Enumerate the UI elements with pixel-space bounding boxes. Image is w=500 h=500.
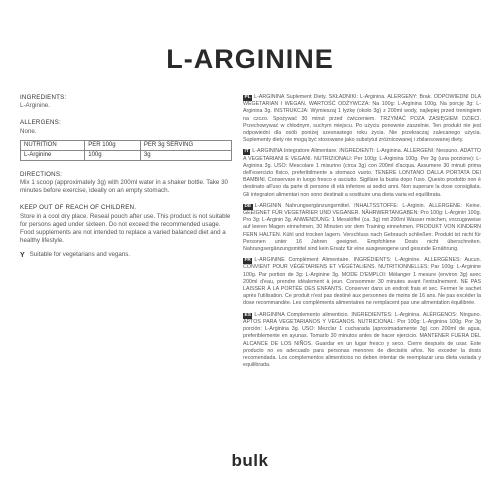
allergens-heading: ALLERGENS:	[20, 119, 61, 127]
translation-text: L-ARGININA Complemento alimenticio. INGREDIENTES: L-Arginina. ALÉRGENOS: Ninguno. APTOS PARA VEGETARIANOS Y VEGANOS. NUTRICIONAL: Por 100g: L-Arginina 100g. Por 3g porción: L-Arginina 3g. USO: Mezclar 1 cucharada (aproximadamente 3g) con 200ml de agua, preferiblemente en ayunas. Tomarlo 30 minutos antes de hacer ejercicio. MANTENER FUERA DEL ALCANCE DE LOS NIÑOS. Guardar en un lugar fresco y seco. Cierre después de usar. Este producto no es adecuado para personas menores de dieciséis años. No exceder la dosis recomendada. Los complementos alimenticios no deben intentar de reemplazar una dieta variada y equilibrada.	[243, 311, 481, 369]
nutrition-header-row	[21, 140, 232, 150]
language-badge: PL	[244, 95, 251, 100]
language-badge: ES	[244, 312, 251, 318]
ingredients-text: L-Arginine.	[20, 102, 50, 110]
english-label-panel	[20, 94, 235, 260]
nutrition-header-cell: NUTRITION	[21, 140, 85, 150]
brand-logo: bulk	[231, 451, 269, 470]
storage-text: Store in a cool dry place. Reseal pouch after use. This product is not suitable for persons aged under sixteen. Do not exceed the recommended usage. Food supplements are not intended to replace a varied balanced diet and a healthy lifestyle.	[20, 212, 231, 245]
translation-text: L-ARGININ Nahrungsergänzungsmittel. INHALTSSTOFFE: L-Arginin. ALLERGENE: Keine. GEEIGNET FÜR VEGETARIER UND VEGANER. NÄHRWERTANGABEN: Pro 100g: L-Arginin 100g. Pro 3g: L-Arginin 3g. ANWENDUNG: 1 Messlöffel (ca. 3g) mit 200ml Wasser mischen, vorzugsweise auf leeren Magen einnehmen, 30 Minuten vor dem Training einnehmen. PRODUKT VON KINDERN FERN HALTEN. Kühl und trocken lagern. Verschluss nach Gebrauch schließen. Produkt ist nicht für Personen unter 16 Jahren geeignet. Empfohlene Dosis nicht überschreiten. Nahrungsergänzungsmittel sind kein Ersatz für eine ausgewogene und gesunde Ernährung.	[243, 202, 481, 253]
language-badge: FR	[244, 258, 251, 264]
vegan-text: Suitable for vegetarians and vegans.	[29, 251, 131, 259]
translation-block	[243, 148, 481, 198]
vegan-notice	[20, 251, 235, 260]
directions-text: Mix 1 scoop (approximately 3g) with 200ml water in a shaker bottle. Take 30 minutes before exercise, ideally on an empty stomach.	[20, 178, 228, 195]
ingredients-heading: INGREDIENTS:	[20, 94, 67, 101]
storage-heading: KEEP OUT OF REACH OF CHILDREN.	[20, 204, 137, 212]
nutrition-table	[20, 140, 232, 161]
translation-block	[243, 203, 481, 253]
nutrition-header-cell: PER 100g	[85, 140, 141, 150]
directions-heading: DIRECTIONS:	[20, 170, 63, 178]
vegan-icon: Y	[20, 252, 25, 260]
nutrition-header-cell: PER 3g SERVING	[140, 140, 231, 150]
translation-block	[243, 257, 481, 307]
translation-block	[243, 312, 481, 370]
translations-panel	[243, 94, 481, 373]
nutrition-cell: 100g	[85, 150, 141, 160]
translation-text: L-ARGININA Suplement Diety. SKŁADNIKI: L-Arginina. ALERGENY: Brak. ODPOWIEDNI DLA WEGETARIAN I WEGAN. WARTOŚĆ ODŻYWCZA: Na 100g: L-Arginina 100g. Na porcję 3g: L-Arginina 3g. INSTRUKCJA: Wymieszaj 1 łyżkę (około 3g) z 200ml wody, najlepiej przed treningiem na czczo. Spożywać 30 minut przed ćwiczeniem. TRZYMAĆ POZA ZASIĘGIEM DZIECI. Przechowywać w chłodnym, suchym miejscu. Po użyciu ponownie zaszelnie. Ten produkt nie jest odpowiedni dla osób poniżej szesnastego roku życia. Nie przekraczaj zalecanego użycia. Suplementy diety nie mogą być stosowane jako substytut zróżnicowanej i zbilansowanej diety.	[243, 94, 481, 144]
nutrition-row	[21, 150, 232, 160]
allergens-text: None.	[20, 127, 37, 135]
translation-text: L-ARGININA Integratore Alimentare. INGREDIENTI: L-Arginina. ALLERGENI: Nessuno. ADATTO A VEGETARIANI E VEGANI. NUTRIZIONALI: Per 100g: L-Arginina 100g. Per 3g (una porzione): L-Arginina 3g. USO: Mescolare 1 misurino (circa 3g) con 200ml d'acqua. Assumere 30 minuti prima dell'esercizio fisico, preferibilmente a stomaco vuoto. TENERE LONTANO DALLA PORTATA DEI BAMBINI. Conservare in luogo fresco e asciutto. Sigillare la busta dopo l'uso. Questo prodotto non è destinato all'uso da parte di persone di età inferiore ai sedici anni. Non superare la dose consigliata. Gli integratori alimentari non sono destinati a sostituire una dieta varia ed equilibrata.	[243, 148, 481, 198]
translation-block	[243, 94, 481, 144]
product-title: L-ARGININE	[166, 44, 334, 74]
language-badge: DE	[244, 203, 252, 209]
nutrition-cell: 3g	[140, 150, 231, 160]
language-badge: IT	[244, 149, 249, 155]
nutrition-cell: L-Arginine	[21, 150, 85, 160]
translation-text: L-ARGININE Complément Alimentaire. INGRÉDIENTS: L-Arginine. ALLERGÈNES: Aucun. CONVIENT POUR VÉGÉTARIENS ET VÉGÉTALIENS. NUTRITIONNELLES: Par 100g: L-Arginine 100g. Par portion de 3g: L-Arginine 3g. MODE D'EMPLOI: Mélanger 1 mesure (environ 3g) avec 200ml d'eau, prendre idéalement à jeun. Consommer 30 minutes avant l'entraînement. NE PAS LAISSER À LA PORTÉE DES ENFANTS. Conserver dans un endroit frais et sec. Fermer le sachet après l'utilisation. Ce produit n'est pas destiné aux personnes de moins de 16 ans. Ne pas excéder la dose recommandée. Les compléments alimentaires ne remplacent pas une alimentation équilibrée.	[243, 257, 481, 307]
